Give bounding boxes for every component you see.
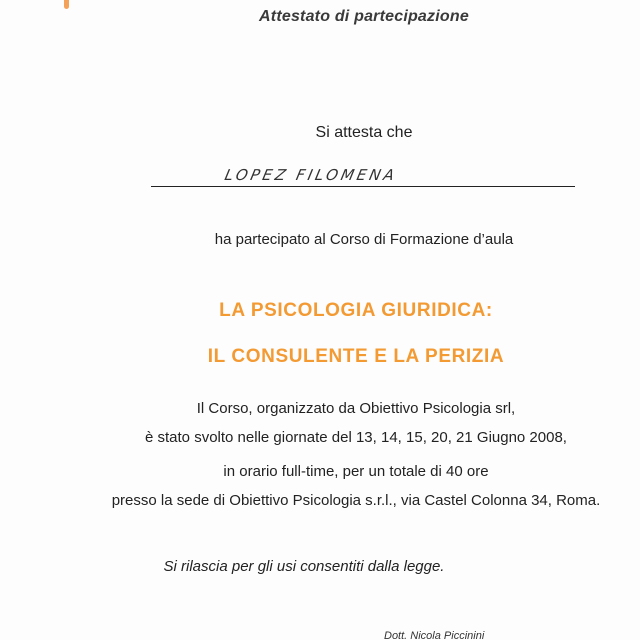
course-location-line: presso la sede di Obiettivo Psicologia s.r.l., via Castel Colonna 34, Roma. bbox=[111, 492, 601, 509]
release-note: Si rilascia per gli usi consentiti dalla legge. bbox=[163, 558, 445, 575]
course-hours-line: in orario full-time, per un totale di 40 ore bbox=[223, 463, 489, 480]
signatory-name: Dott. Nicola Piccinini bbox=[384, 630, 485, 640]
attests-text: Si attesta che bbox=[315, 124, 413, 141]
name-underline bbox=[151, 186, 575, 187]
participant-name-handwritten: LOPEZ FILOMENA bbox=[223, 166, 399, 184]
participated-text: ha partecipato al Corso di Formazione d’aula bbox=[214, 231, 514, 248]
course-title-line2: IL CONSULENTE E LA PERIZIA bbox=[207, 346, 505, 367]
course-organizer-line: Il Corso, organizzato da Obiettivo Psicologia srl, bbox=[196, 400, 516, 417]
course-title-line1: LA PSICOLOGIA GIURIDICA: bbox=[219, 300, 493, 321]
certificate-title: Attestato di partecipazione bbox=[259, 8, 469, 25]
course-dates-line: è stato svolto nelle giornate del 13, 14, 15, 20, 21 Giugno 2008, bbox=[145, 429, 567, 446]
